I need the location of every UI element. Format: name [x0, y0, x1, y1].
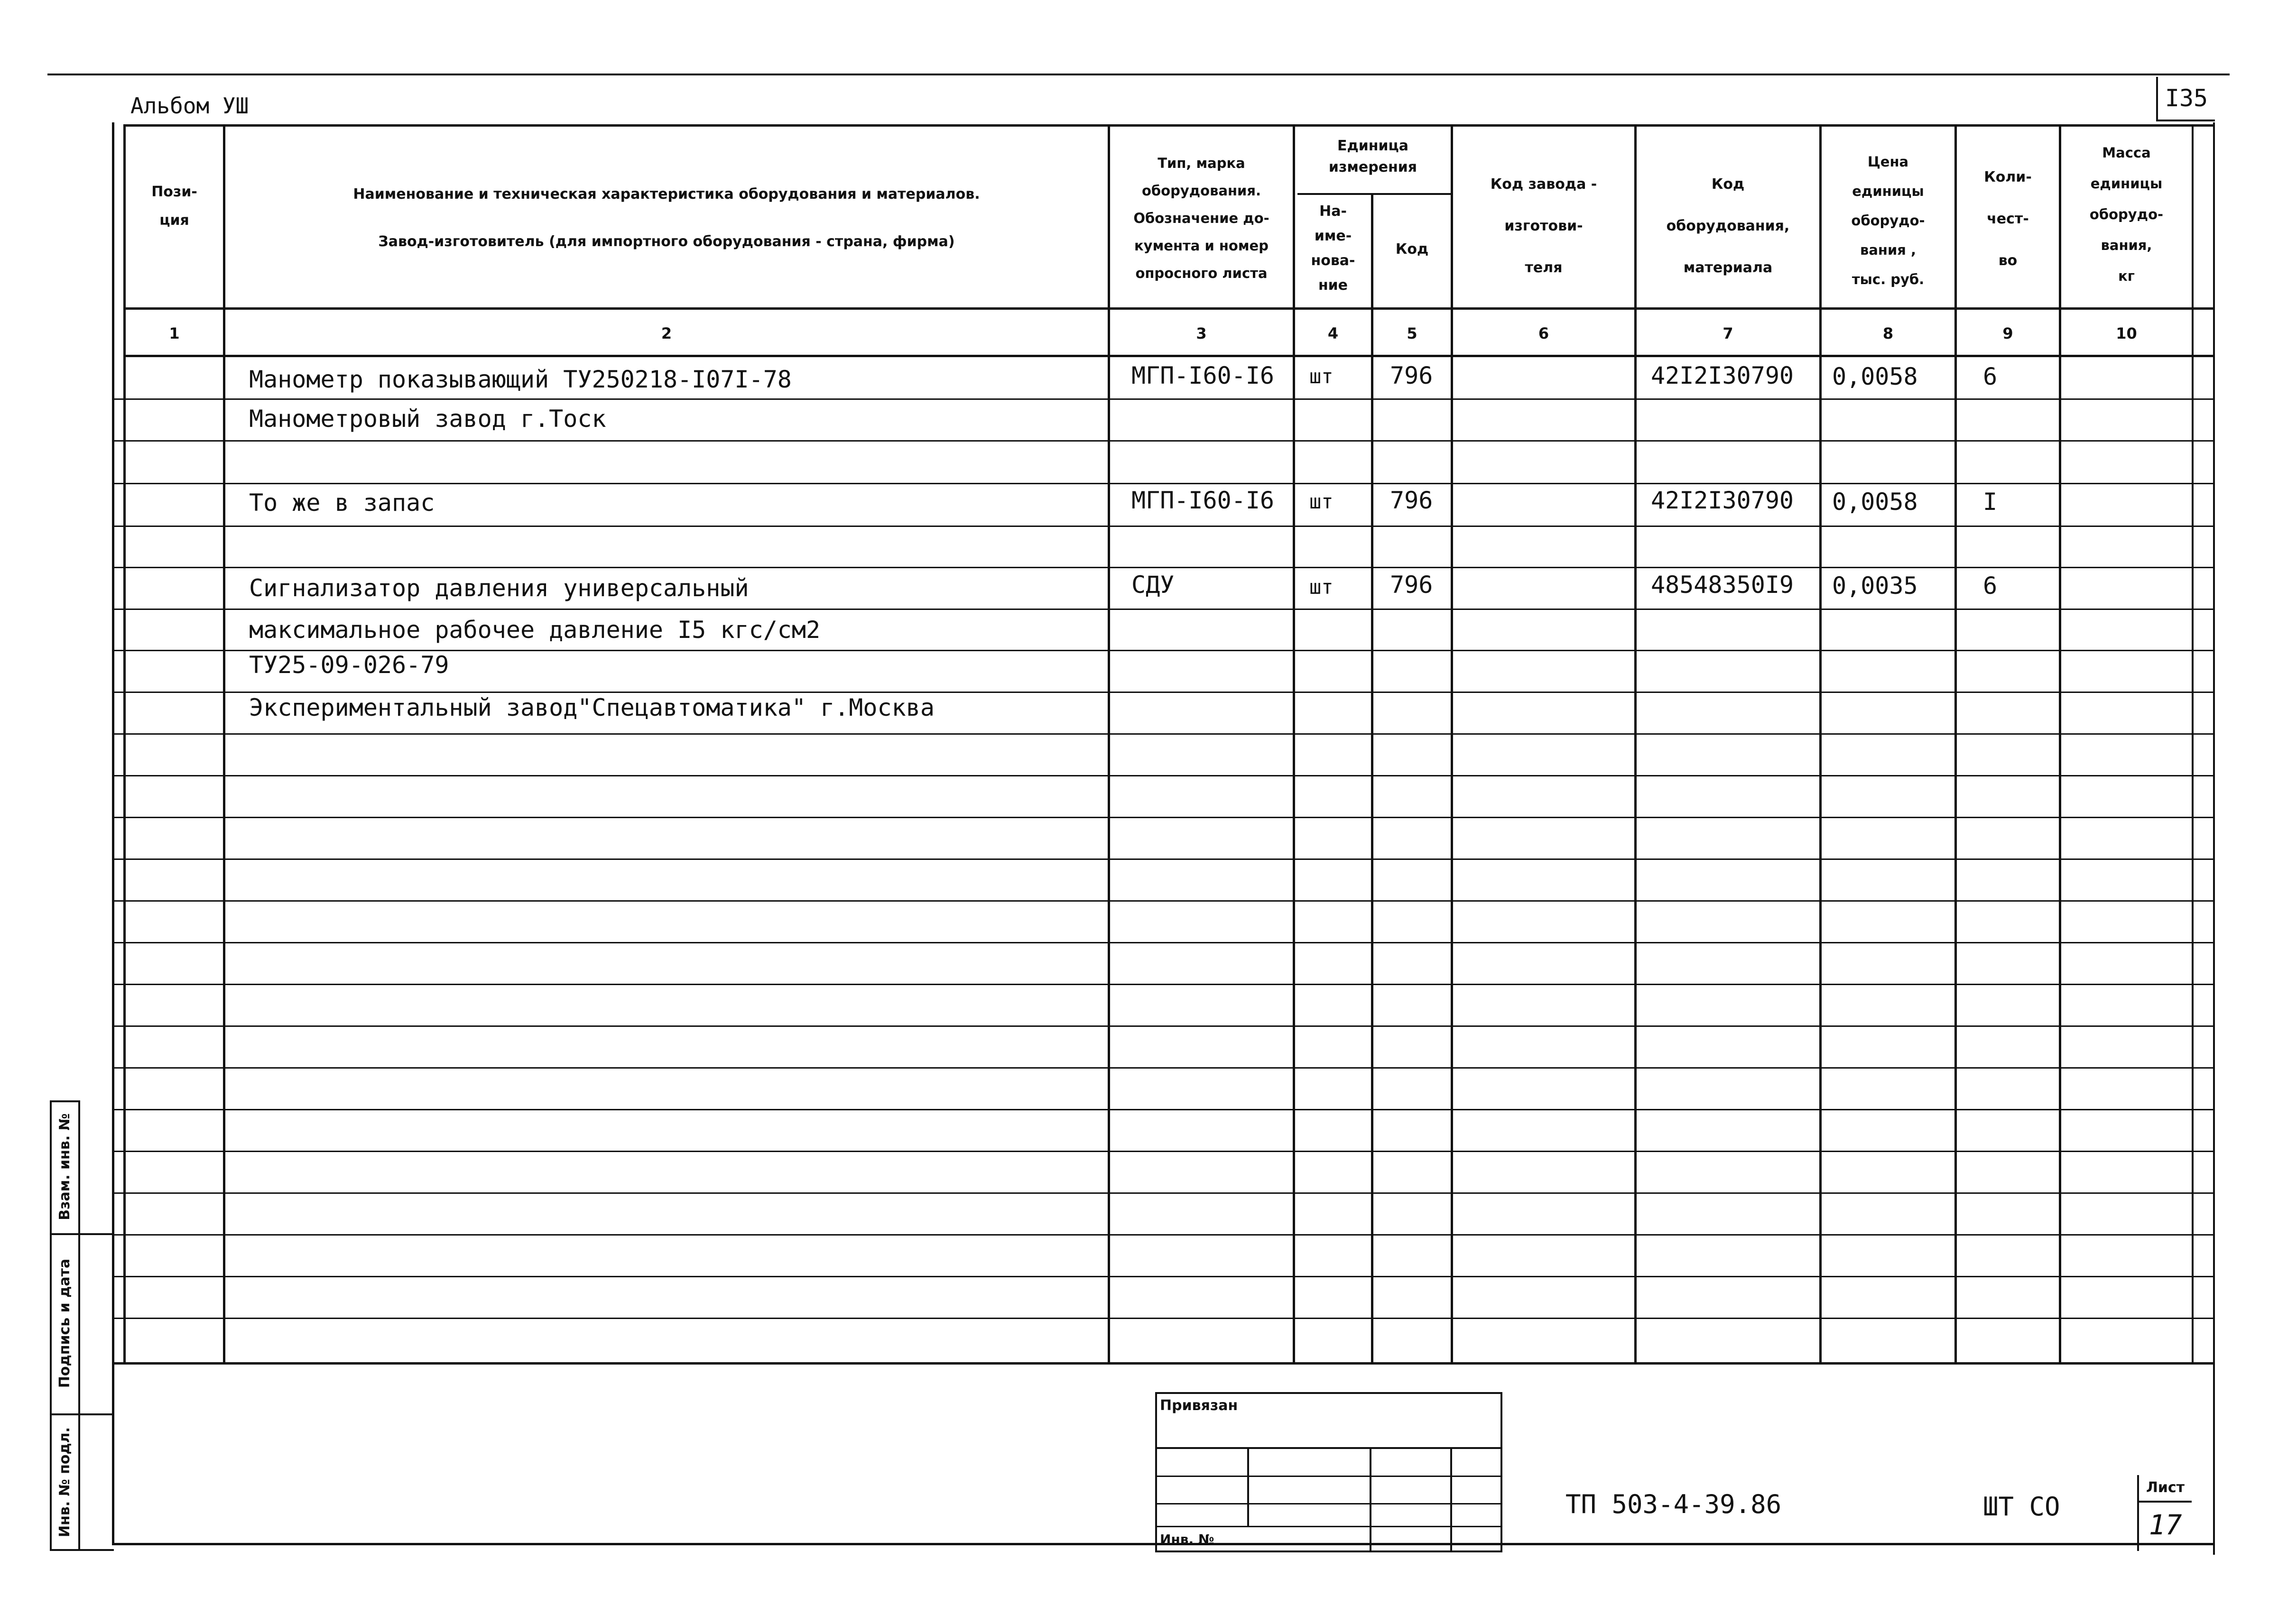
album-title: Альбом УШ — [130, 93, 249, 119]
col-num-4: 4 — [1327, 324, 1339, 342]
row-4-price: 0,0058 — [1832, 488, 1918, 516]
document-type: ШТ СО — [1983, 1492, 2060, 1522]
row-6-name: Сигнализатор давления универсальный — [249, 574, 749, 602]
col-header-2: Наименование и техническая характеристика оборудования и материалов. Завод-изготовитель (для импортного оборудования - страна, фирма) — [353, 186, 980, 250]
row-4-name: То же в запас — [249, 489, 435, 517]
row-6-unit-code: 796 — [1390, 571, 1433, 599]
side-label-inv-original: Инв. № подл. — [56, 1427, 73, 1538]
side-label-signature-date: Подпись и дата — [56, 1258, 73, 1388]
sheet-label: Лист — [2139, 1475, 2192, 1503]
row-1-name: Манометр показывающий ТУ250218-I07I-78 — [249, 366, 792, 393]
col-header-4: На- имe- нова- ние — [1311, 203, 1355, 294]
frame-right — [2213, 122, 2215, 1555]
col-num-10: 10 — [2116, 324, 2137, 342]
col-header-10: Масса единицы оборудо- вания, кг — [2089, 145, 2164, 284]
row-4-equip-code: 42I2I30790 — [1651, 487, 1794, 514]
row-4-qty: I — [1983, 488, 1998, 516]
row-6-qty: 6 — [1983, 572, 1998, 600]
side-label-replace-inv: Взам. инв. № — [56, 1113, 73, 1220]
row-1-unit-code: 796 — [1390, 362, 1433, 389]
binding-stamp — [1155, 1392, 1502, 1552]
row-1-price: 0,0058 — [1832, 363, 1918, 390]
row-8-name: ТУ25-09-026-79 — [249, 651, 449, 679]
row-1-unit: шт — [1309, 365, 1334, 388]
row-6-price: 0,0035 — [1832, 572, 1918, 600]
col-header-3: Тип, марка оборудования. Обозначение до- кумента и номер опросного листа — [1133, 155, 1269, 281]
col-header-5: Код — [1395, 241, 1429, 258]
row-6-type: СДУ — [1131, 571, 1175, 599]
row-4-unit: шт — [1309, 490, 1334, 513]
col-num-7: 7 — [1723, 324, 1733, 342]
document-code: ТП 503-4-39.86 — [1565, 1489, 1782, 1519]
col-num-8: 8 — [1882, 324, 1894, 342]
row-9-name: Экспериментальный завод"Спецавтоматика" г.Москва — [249, 694, 935, 721]
col-num-2: 2 — [661, 324, 672, 342]
row-7-name: максимальное рабочее давление I5 кгс/см2 — [249, 616, 821, 644]
col-num-9: 9 — [2002, 324, 2013, 342]
row-1-type: МГП-I60-I6 — [1131, 362, 1275, 389]
row-1-equip-code: 42I2I30790 — [1651, 362, 1794, 389]
page-number: I35 — [2156, 77, 2215, 121]
col-header-9: Коли- чест- во — [1984, 169, 2032, 269]
col-num-6: 6 — [1538, 324, 1549, 342]
stamp-attached-label: Привязан — [1160, 1397, 1238, 1414]
row-4-type: МГП-I60-I6 — [1131, 487, 1275, 514]
col-num-1: 1 — [169, 324, 180, 342]
row-6-unit: шт — [1309, 575, 1334, 599]
col-num-3: 3 — [1196, 324, 1207, 342]
row-4-unit-code: 796 — [1390, 487, 1433, 514]
col-header-1: Пози- ция — [151, 184, 197, 229]
unit-group-header: Единица измерения — [1328, 138, 1417, 175]
sheet-number: 17 — [2149, 1509, 2182, 1541]
sheet-box — [2137, 1475, 2192, 1551]
row-6-equip-code: 48548350I9 — [1651, 571, 1794, 599]
col-num-5: 5 — [1407, 324, 1417, 342]
row-1-qty: 6 — [1983, 363, 1998, 390]
col-header-6: Код завода - изготови- теля — [1490, 176, 1597, 276]
col-header-8: Цена единицы оборудо- вания , тыс. руб. — [1851, 154, 1925, 287]
stamp-inv-label: Инв. № — [1160, 1532, 1214, 1547]
col-header-7: Код оборудования, материала — [1666, 176, 1790, 276]
top-rule — [47, 74, 2230, 75]
frame-left — [112, 122, 114, 1543]
row-2-name: Манометровый завод г.Тоск — [249, 405, 606, 433]
